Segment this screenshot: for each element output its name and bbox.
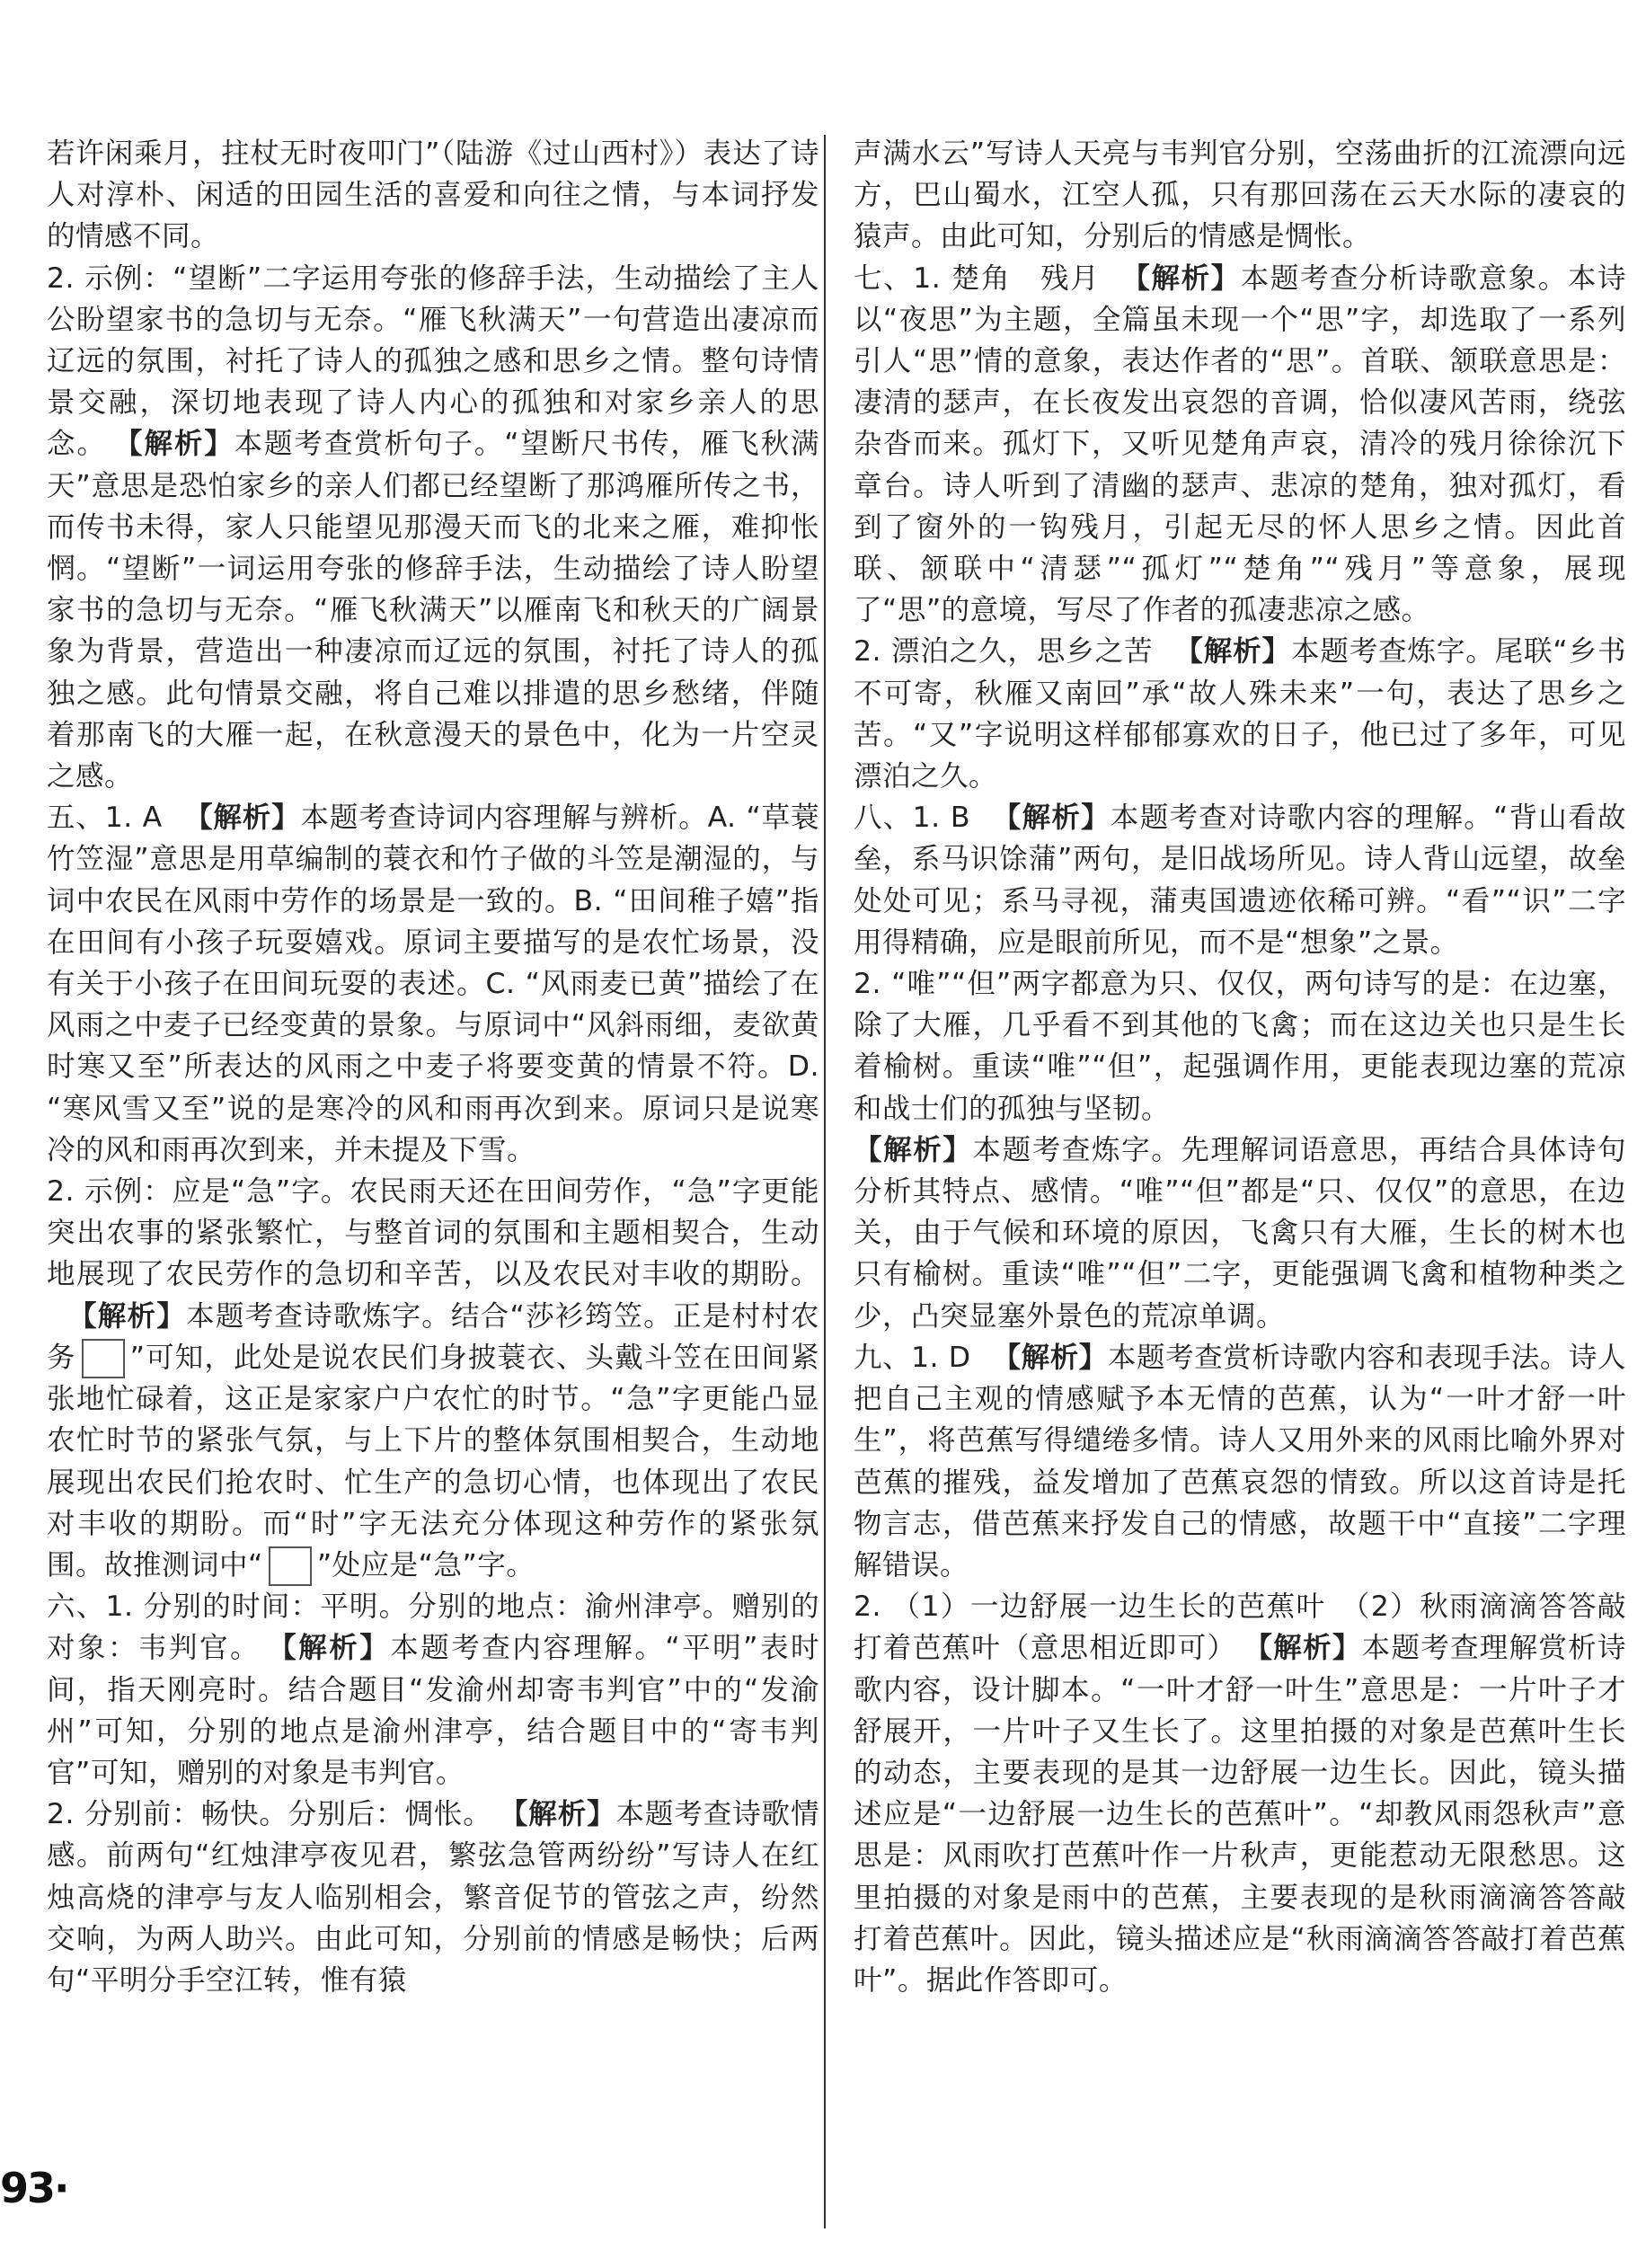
analysis-tag: 【解析】 (992, 1341, 1108, 1374)
analysis-tag: 【解析】 (1121, 261, 1241, 295)
analysis-tag: 【解析】 (1258, 1632, 1362, 1665)
paragraph: 2. 分别前：畅快。分别后：惆怅。 【解析】本题考查诗歌情感。前两句“红烛津亭夜见君，繁弦急管两纷纷”写诗人在红烛高烧的津亭与友人临别相会，繁音促节的管弦之声，纷然交响，为两人助兴。由此可知，分别前的情感是畅快；后两句“平明分手空江转，惟有猿 (47, 1798, 819, 1997)
analysis-tag: 【解析】 (68, 1299, 187, 1333)
paragraph: 2. 示例：应是“急”字。农民雨天还在田间劳作，“急”字更能突出农事的紧张繁忙，与整首词的氛围和主题相契合，生动地展现了农民劳作的急切和辛苦，以及农民对丰收的期盼。【解析】本题考查诗歌炼字。结合“莎衫筠笠。正是村村农务 ”可知，此处是说农民们身披蓑衣、头戴斗笠在田间紧张地忙碌着，这正是家家户户农忙的时节。“急”字更能凸显农忙时节的紧张气氛，与上下片的整体氛围相契合，生动地展现出农民们抢农时、忙生产的急切心情，也体现出了农民对丰收的期盼。而“时”字无法充分体现这种劳作的紧张氛围。故推测词中“ ”处应是“急”字。 (47, 1171, 819, 1586)
paragraph: 声满水云”写诗人天亮与韦判官分别，空荡曲折的江流漂向远方，巴山蜀水，江空人孤，只有那回荡在云天水际的凄哀的猿声。由此可知，分别后的情感是惆怅。 (854, 137, 1626, 253)
left-text (47, 133, 819, 2001)
analysis-tag: 【解析】 (183, 802, 301, 835)
paragraph: 六、1. 分别的时间：平明。分别的地点：渝州津亭。赠别的对象：韦判官。 【解析】本题考查内容理解。“平明”表时间，指天刚亮时。结合题目“发渝州却寄韦判官”中的“发渝州”可知，分别的地点是渝州津亭，结合题目中的“寄韦判官”可知，赠别的对象是韦判官。 (47, 1590, 819, 1789)
blank-box (269, 1546, 312, 1586)
paragraph: 九、1. D 【解析】本题考查赏析诗歌内容和表现手法。诗人把自己主观的情感赋予本无情的芭蕉，认为“一叶才舒一叶生”，将芭蕉写得缱绻多情。诗人又用外来的风雨比喻外界对芭蕉的摧残，益发增加了芭蕉哀怨的情致。所以这首诗是托物言志，借芭蕉来抒发自己的情感，故题干中“直接”二字理解错误。 (854, 1341, 1626, 1581)
paragraph: 五、1. A 【解析】本题考查诗词内容理解与辨析。A. “草蓑竹笠湿”意思是用草编制的蓑衣和竹子做的斗笠是潮湿的，与词中农民在风雨中劳作的场景是一致的。B. “田间稚子嬉”指在田间有小孩子玩耍嬉戏。原词主要描写的是农忙场景，没有关于小孩子在田间玩耍的表述。C. “风雨麦已黄”描绘了在风雨之中麦子已经变黄的景象。与原词中“风斜雨细，麦欲黄时寒又至”所表达的风雨之中麦子将要变黄的情景不符。D. “寒风雪又至”说的是寒冷的风和雨再次到来。原词只是说寒冷的风和雨再次到来，并未提及下雪。 (47, 802, 819, 1166)
page-number: 93· (0, 2164, 68, 2212)
analysis-tag: 【解析】 (992, 802, 1111, 835)
analysis-tag: 【解析】 (282, 1632, 391, 1665)
paragraph: 2. 漂泊之久，思乡之苦 【解析】本题考查炼字。尾联“乡书不可寄，秋雁又南回”承“故人殊未来”一句，表达了思乡之苦。“又”字说明这样郁郁寡欢的日子，他已过了多年，可见漂泊之久。 (854, 635, 1626, 793)
paragraph: 若许闲乘月，拄杖无时夜叩门”（陆游《过山西村》）表达了诗人对淳朴、闲适的田园生活的喜爱和向往之情，与本词抒发的情感不同。 (47, 137, 819, 253)
analysis-tag: 【解析】 (1174, 635, 1291, 669)
paragraph: 七、1. 楚角 残月 【解析】本题考查分析诗歌意象。本诗以“夜思”为主题，全篇虽未现一个“思”字，却选取了一系列引人“思”情的意象，表达作者的“思”。首联、颔联意思是：凄清的瑟声，在长夜发出哀怨的音调，恰似凄风苦雨，绕弦杂沓而来。孤灯下，又听见楚角声哀，清冷的残月徐徐沉下章台。诗人听到了清幽的瑟声、悲凉的楚角，独对孤灯，看到了窗外的一钩残月，引起无尽的怀人思乡之情。因此首联、颔联中“清瑟”“孤灯”“楚角”“残月”等意象，展现了“思”的意境，写尽了作者的孤凄悲凉之感。 (854, 261, 1626, 627)
analysis-tag: 【解析】 (513, 1798, 616, 1831)
column-divider (824, 135, 826, 2228)
analysis-tag: 【解析】 (128, 428, 235, 461)
analysis-tag: 【解析】 (854, 1133, 973, 1166)
right-column (854, 133, 1626, 2001)
left-column (47, 133, 819, 2001)
paragraph: 八、1. B 【解析】本题考查对诗歌内容的理解。“背山看故垒，系马识馀蒲”两句，是旧战场所见。诗人背山远望，故垒处处可见；系马寻视，蒲夷国遗迹依稀可辨。“看”“识”二字用得精确，应是眼前所见，而不是“想象”之景。 (854, 802, 1626, 959)
blank-box (82, 1339, 125, 1378)
right-text (854, 133, 1626, 2001)
paragraph: 【解析】本题考查炼字。先理解词语意思，再结合具体诗句分析其特点、感情。“唯”“但”都是“只、仅仅”的意思，在边关，由于气候和环境的原因，飞禽只有大雁，生长的树木也只有榆树。重读“唯”“但”二字，更能强调飞禽和植物种类之少，凸突显塞外景色的荒凉单调。 (854, 1133, 1626, 1333)
paragraph: 2. 示例：“望断”二字运用夸张的修辞手法，生动描绘了主人公盼望家书的急切与无奈。“雁飞秋满天”一句营造出凄凉而辽远的氛围，衬托了诗人的孤独之感和思乡之情。整句诗情景交融，深切地表现了诗人内心的孤独和对家乡亲人的思念。 【解析】本题考查赏析句子。“望断尺书传，雁飞秋满天”意思是恐怕家乡的亲人们都已经望断了那鸿雁所传之书，而传书未得，家人只能望见那漫天而飞的北来之雁，难抑怅惘。“望断”一词运用夸张的修辞手法，生动描绘了诗人盼望家书的急切与无奈。“雁飞秋满天”以雁南飞和秋天的广阔景象为背景，营造出一种凄凉而辽远的氛围，衬托了诗人的孤独之感。此句情景交融，将自己难以排遣的思乡愁绪，伴随着那南飞的大雁一起，在秋意漫天的景色中，化为一片空灵之感。 (47, 261, 819, 793)
paragraph: 2. “唯”“但”两字都意为只、仅仅，两句诗写的是：在边塞，除了大雁，几乎看不到其他的飞禽；而在这边关也只是生长着榆树。重读“唯”“但”，起强调作用，更能表现边塞的荒凉和战士们的孤独与坚韧。 (854, 968, 1626, 1125)
paragraph: 2. （1）一边舒展一边生长的芭蕉叶 （2）秋雨滴滴答答敲打着芭蕉叶（意思相近即可） 【解析】本题考查理解赏析诗歌内容，设计脚本。“一叶才舒一叶生”意思是：一片叶子才舒展开，一片叶子又生长了。这里拍摄的对象是芭蕉叶生长的动态，主要表现的是其一边舒展一边生长。因此，镜头描述应是“一边舒展一边生长的芭蕉叶”。“却教风雨怨秋声”意思是：风雨吹打芭蕉叶作一片秋声，更能惹动无限愁思。这里拍摄的对象是雨中的芭蕉，主要表现的是秋雨滴滴答答敲打着芭蕉叶。因此，镜头描述应是“秋雨滴滴答答敲打着芭蕉叶”。据此作答即可。 (854, 1590, 1626, 1997)
